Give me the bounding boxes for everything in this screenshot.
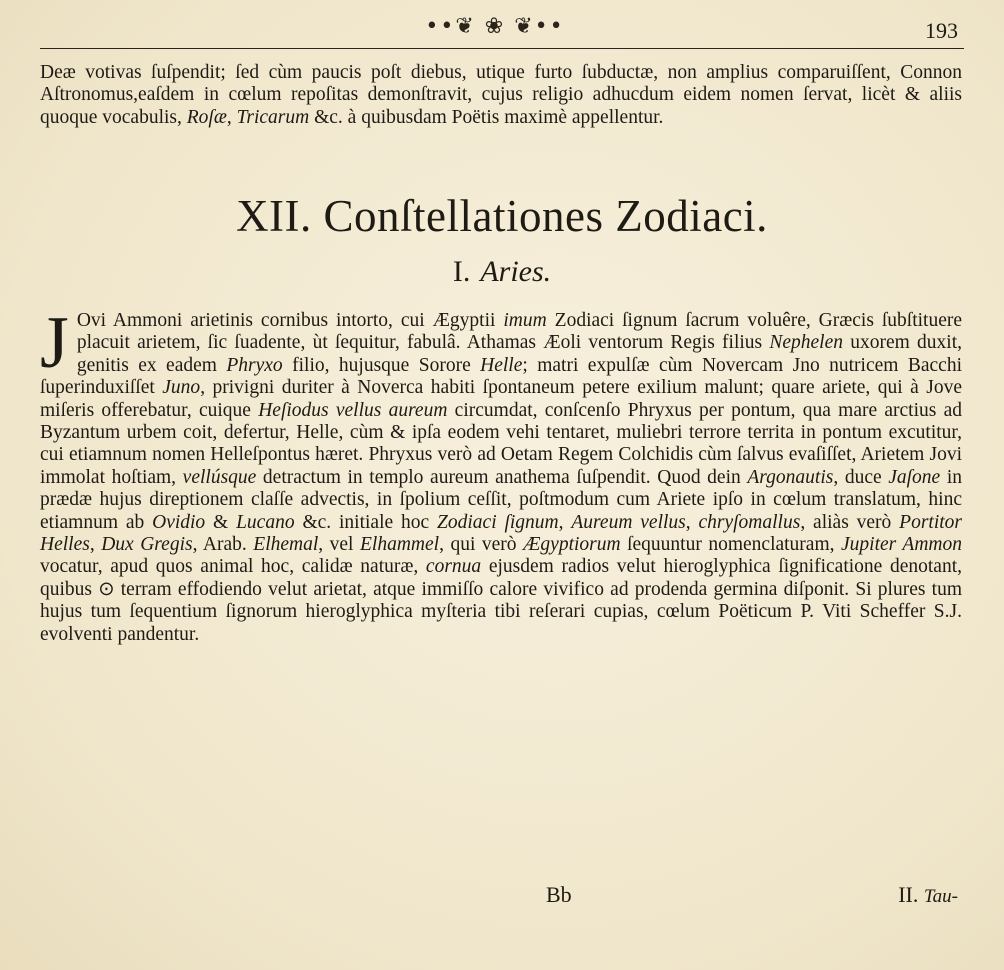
text-run: , qui verò: [439, 534, 524, 556]
page-number: 193: [925, 18, 958, 43]
drop-cap: J: [40, 302, 69, 384]
italic-term: Jaſone: [888, 466, 941, 488]
italic-term: Aureum vellus: [571, 511, 686, 533]
paragraph-text: [40, 302, 963, 646]
italic-term: Helle: [480, 354, 523, 376]
italic-term: Jupiter Ammon: [841, 534, 962, 556]
italic-term: Juno: [162, 377, 201, 399]
text-run: ,: [685, 511, 699, 533]
italic-term: chryſomallus: [698, 511, 801, 533]
text-run: , aliàs verò: [800, 511, 900, 533]
text-run: Ovi Ammoni arietinis cornibus intorto, cui Ægyptii: [76, 310, 504, 331]
text-run: &c. à quibusdam Poëtis maximè appellentur.: [309, 106, 664, 128]
text-run: ejusdem radios velut hieroglyphica ſignificatione denotant, quibus ⊙ terram effodiendo velut arietat, atque immiſſo calore vivifico ad prodenda germina diſponit. Si plures tum hujus tum ſequentium ſignorum hieroglyphica myſteria tibi reſerari cupias, cœlum Poëticum P. Viti Scheffer S.J. evolventi pandentur.: [40, 556, 962, 645]
italic-term: vellúsque: [182, 466, 257, 488]
italic-term: Lucano: [236, 511, 295, 533]
italic-term: imum: [503, 310, 547, 331]
text-run: , vel: [318, 534, 360, 556]
text-run: Deæ votivas ſuſpendit; ſed cùm paucis poſt diebus, utique furto ſubductæ, non amplius comparuiſſent, Connon Aſtronomus,eaſdem in cœlum repoſitas demonſtravit, cujus religio adhucdum eidem nomen ſervat, licèt & aliis quoque vocabulis,: [40, 62, 962, 128]
headpiece-ornament: ••❦ ❀ ❦••: [425, 14, 565, 39]
section-heading: XII. Conſtellationes Zodiaci.: [236, 191, 768, 241]
body-paragraph: [40, 302, 963, 646]
catchword-number: II.: [898, 882, 919, 907]
text-run: ,: [226, 106, 237, 128]
italic-term: Portitor Helles: [40, 511, 962, 556]
text-run: vocatur, apud quos animal hoc, calidæ naturæ,: [40, 556, 426, 578]
catchword: [898, 882, 958, 908]
italic-term-rosae: Roſæ: [186, 106, 227, 128]
text-run: ,: [558, 511, 572, 533]
italic-term-tricarum: Tricarum: [236, 106, 310, 128]
text-run: uxorem duxit, genitis ex eadem: [76, 332, 962, 376]
italic-term: Zodiaci ſignum: [437, 511, 559, 533]
italic-term: Elhemal: [253, 534, 319, 556]
italic-term: Elhammel: [360, 534, 440, 556]
header-rule: [40, 48, 964, 49]
italic-term: cornua: [425, 556, 482, 578]
text-run: circumdat, conſcenſo Phryxus per pontum, qua mare arctius ad Byzantum urbem coit, defertur, Helle, cùm & ipſa eodem vehi tentaret, muliebri terrore territa in pontum excutitur, cui etiamnum nomen Helleſpontus hæret. Phryxus verò ad Oetam Regem Colchidis cùm ſalvus evaſiſſet, Arietem Jovi immolat hoſtiam,: [40, 399, 963, 488]
text-run: ,: [89, 534, 102, 556]
text-run: , Arab.: [192, 534, 254, 556]
italic-term: Ovidio: [152, 511, 206, 533]
text-run: Zodiaci ſignum ſacrum voluêre, Græcis ſubſtituere placuit arietem, ſic ſuadente, ùt ſequitur, fabulâ. Athamas Æoli ventorum Regis filius: [76, 310, 963, 354]
italic-term: Phryxo: [226, 354, 283, 376]
paragraph-text: [40, 62, 962, 129]
text-run: detractum in templo aureum anathema ſuſpendit. Quod dein: [256, 466, 748, 488]
italic-term: Ægyptiorum: [523, 534, 621, 556]
subsection-number: I.: [452, 255, 471, 288]
italic-term: Argonautis: [747, 466, 834, 488]
signature-mark: Bb: [546, 882, 572, 907]
italic-term: Heſiodus vellus aureum: [258, 399, 448, 421]
top-paragraph: [40, 62, 962, 129]
text-run: , duce: [833, 466, 889, 488]
text-run: &: [205, 511, 237, 533]
subsection-heading: [0, 254, 1004, 290]
italic-term: Nephelen: [769, 332, 843, 354]
text-run: filio, hujusque Sorore: [282, 354, 481, 376]
text-run: in prædæ hujus direptionem claſſe advectis, in ſpolium ceſſit, poſtmodum cum Ariete ipſo in cœlum translatum, hinc etiamnum ab: [40, 466, 962, 533]
subsection-title: Aries.: [480, 255, 552, 288]
italic-term: Dux Gregis: [101, 534, 193, 556]
text-run: ſequuntur nomenclaturam,: [620, 534, 842, 556]
catchword-word: Tau-: [923, 886, 958, 907]
text-run: , privigni duriter à Noverca habiti ſpontaneum petere exilium malunt; quare ariete, qui à Jove miſeris offerebatur, cuique: [40, 377, 962, 421]
text-run: ; matri expulſæ cùm Novercam Jno nutricem Bacchi ſuperinduxiſſet: [40, 354, 962, 399]
text-run: &c. initiale hoc: [294, 511, 438, 533]
